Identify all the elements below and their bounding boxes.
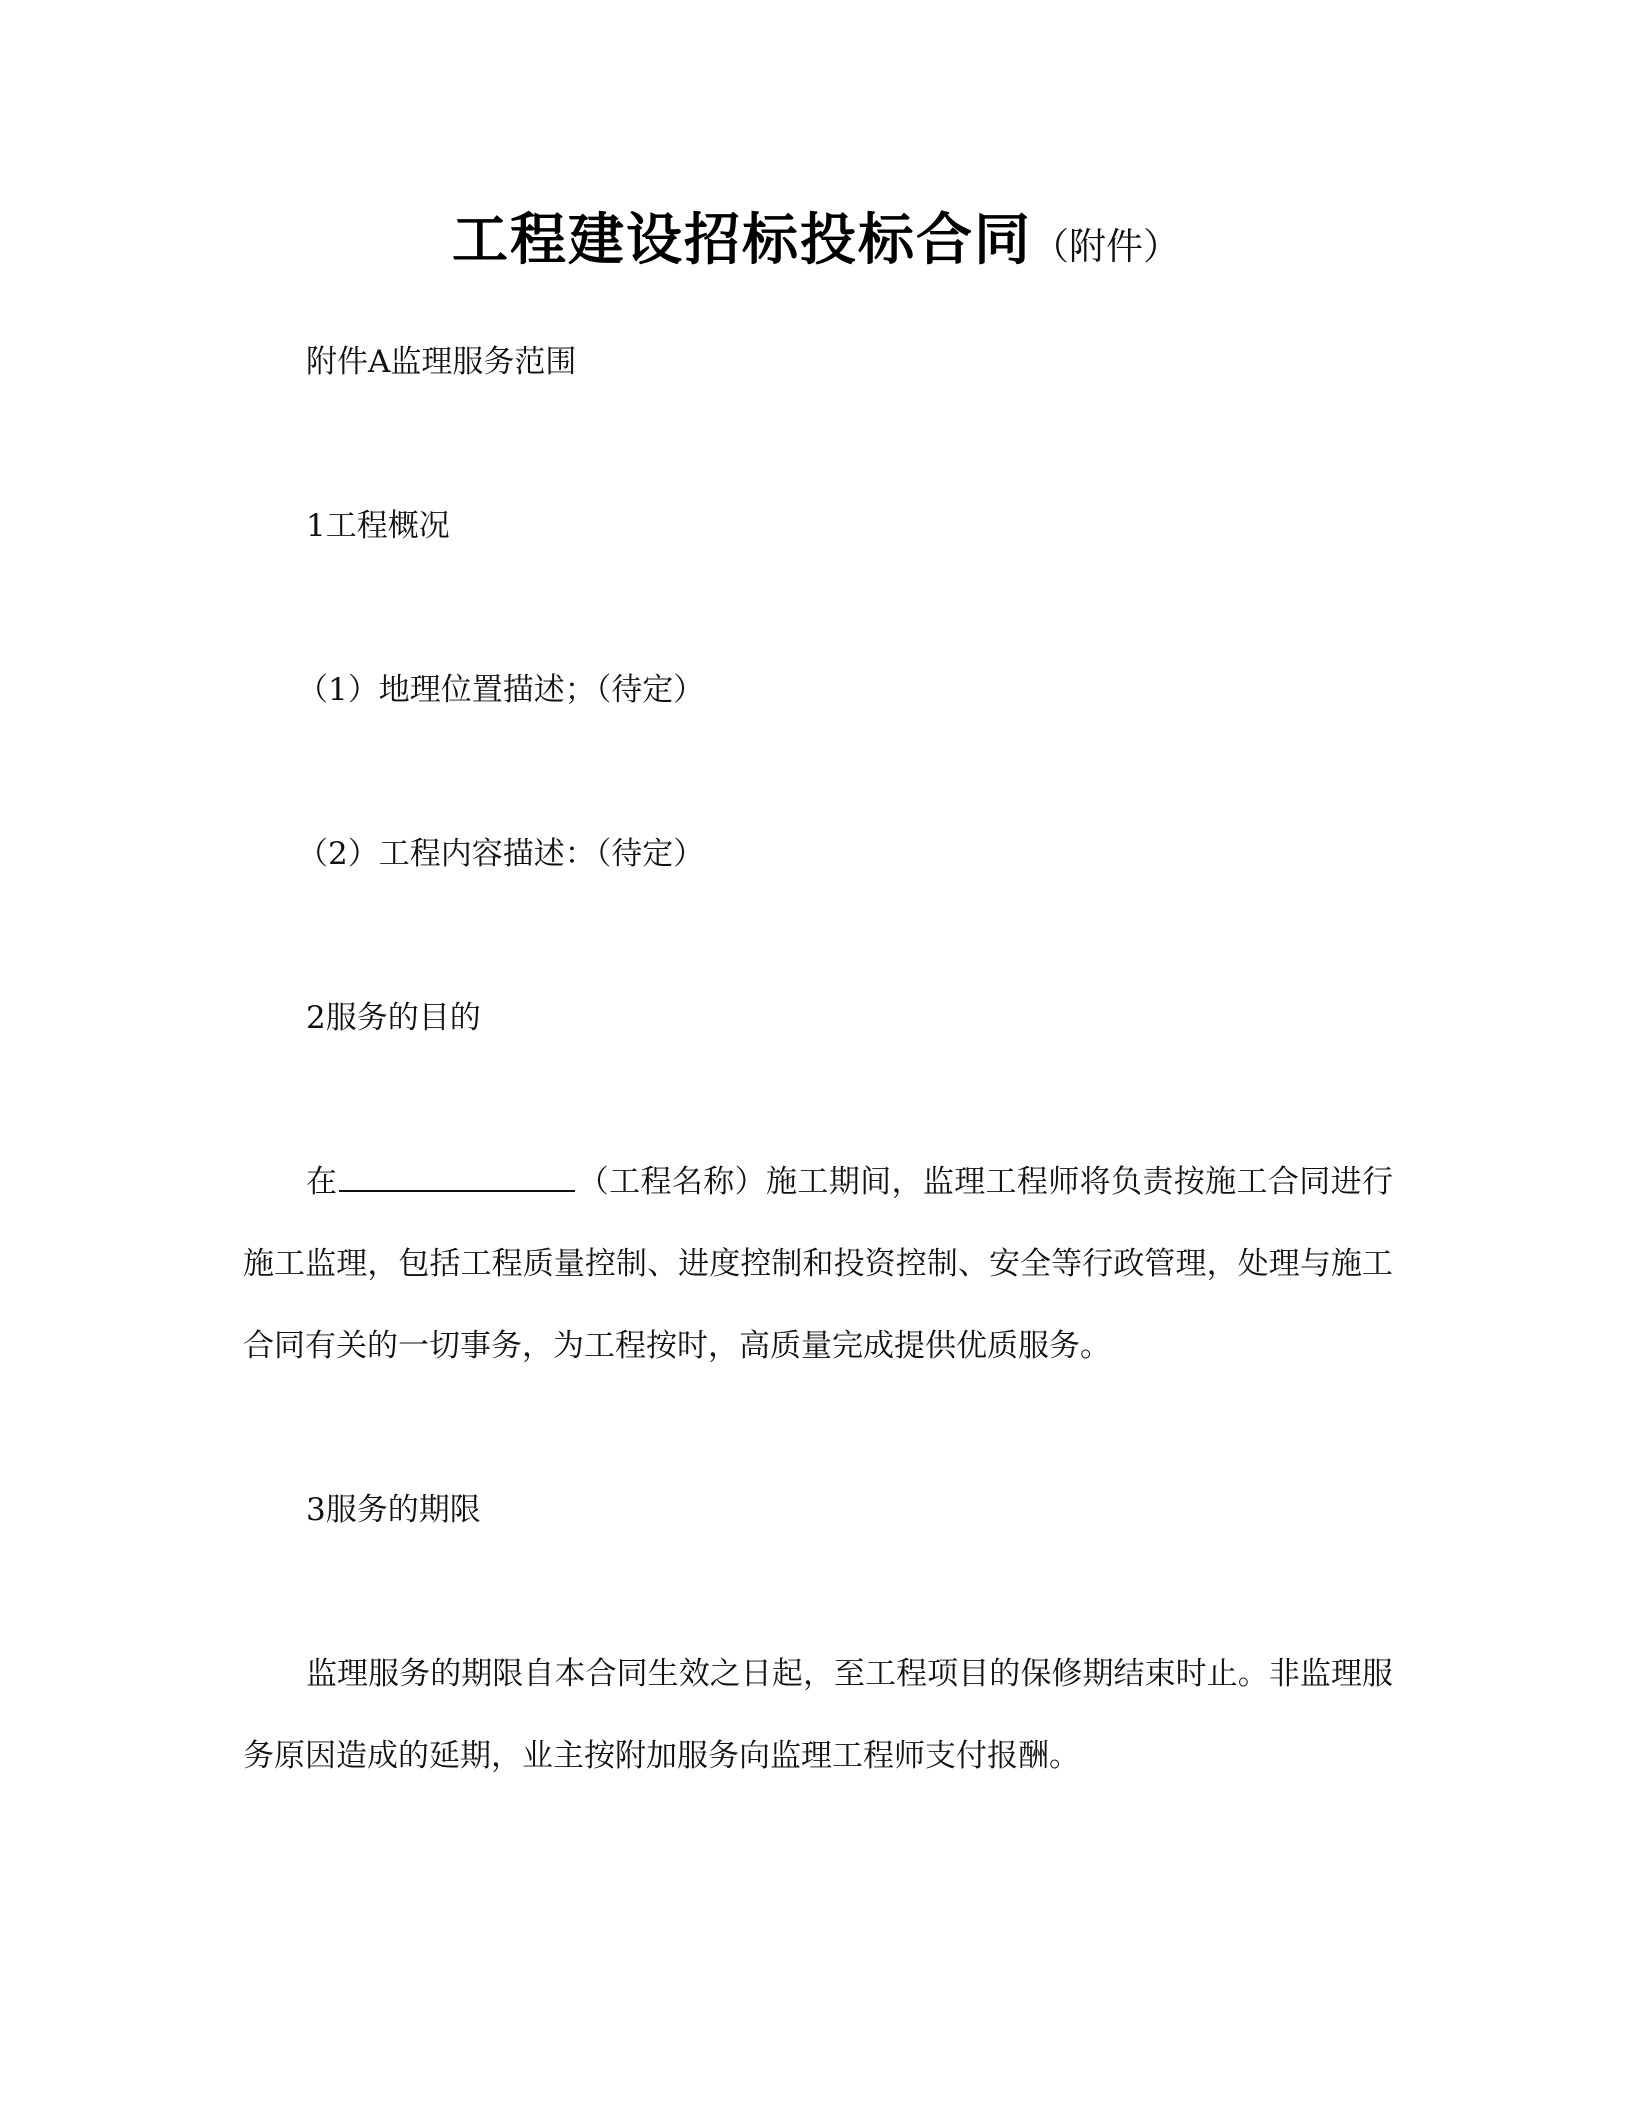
section-1-heading: 1工程概况 <box>306 508 450 544</box>
title-main: 工程建设招标投标合同 <box>452 208 1032 273</box>
section-2-paragraph <box>243 1141 1393 1387</box>
section-3-paragraph: 监理服务的期限自本合同生效之日起，至工程项目的保修期结束时止。非监理服务原因造成的延期，业主按附加服务向监理工程师支付报酬。 <box>243 1656 1393 1774</box>
section-2-heading: 2服务的目的 <box>306 1000 481 1036</box>
document-title <box>0 196 1632 276</box>
title-suffix: （附件） <box>1032 225 1180 268</box>
project-name-blank <box>339 1160 575 1192</box>
section-2-prefix: 在 <box>306 1164 338 1200</box>
section-1-item-1: （1）地理位置描述；（待定） <box>297 672 705 708</box>
section-2-text: （工程名称）施工期间，监理工程师将负责按施工合同进行施工监理，包括工程质量控制、进度控制和投资控制、安全等行政管理，处理与施工合同有关的一切事务，为工程按时，高质量完成提供优质服务。 <box>243 1164 1394 1364</box>
section-3-heading: 3服务的期限 <box>306 1492 481 1528</box>
annex-heading: 附件A监理服务范围 <box>306 344 577 380</box>
section-1-item-2: （2）工程内容描述：（待定） <box>297 836 705 872</box>
